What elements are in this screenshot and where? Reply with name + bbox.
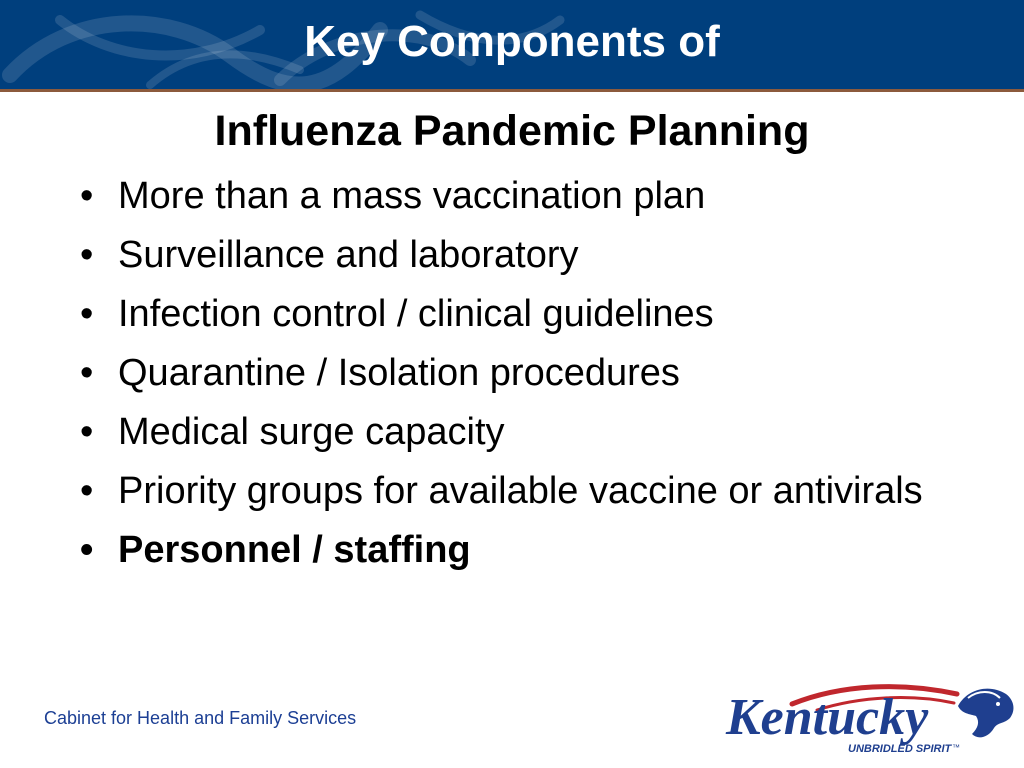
bullet-item (80, 231, 980, 279)
header-divider (0, 89, 1024, 92)
bullet-list (80, 172, 980, 585)
bullet-glyph: • (80, 470, 94, 512)
bullet-glyph: • (80, 352, 94, 394)
logo-tagline: UNBRIDLED SPIRIT (848, 743, 952, 755)
horse-head-icon (958, 689, 1013, 738)
bullet-text: Priority groups for available vaccine or antivirals (118, 470, 923, 512)
bullet-glyph: • (80, 234, 94, 276)
bullet-text: Medical surge capacity (118, 411, 505, 453)
bullet-item (80, 349, 980, 397)
logo-wordmark: Kentucky (726, 689, 929, 746)
logo-trademark: ™ (952, 743, 960, 752)
bullet-glyph: • (80, 411, 94, 453)
bullet-text: Infection control / clinical guidelines (118, 293, 714, 335)
bullet-text: Quarantine / Isolation procedures (118, 352, 680, 394)
bullet-text: Personnel / staffing (118, 529, 471, 571)
bullet-item-emphasized (80, 526, 980, 574)
bullet-text: Surveillance and laboratory (118, 234, 579, 276)
slide-title: Key Components of (304, 17, 720, 66)
slide-subtitle: Influenza Pandemic Planning (214, 107, 810, 155)
bullet-glyph: • (80, 529, 94, 571)
bullet-item (80, 172, 980, 220)
bullet-text: More than a mass vaccination plan (118, 175, 706, 217)
kentucky-logo (722, 676, 1018, 760)
bullet-item (80, 467, 980, 515)
bullet-glyph: • (80, 175, 94, 217)
bullet-glyph: • (80, 293, 94, 335)
footer-organization: Cabinet for Health and Family Services (44, 708, 357, 728)
bullet-item (80, 290, 980, 338)
bullet-item (80, 408, 980, 456)
